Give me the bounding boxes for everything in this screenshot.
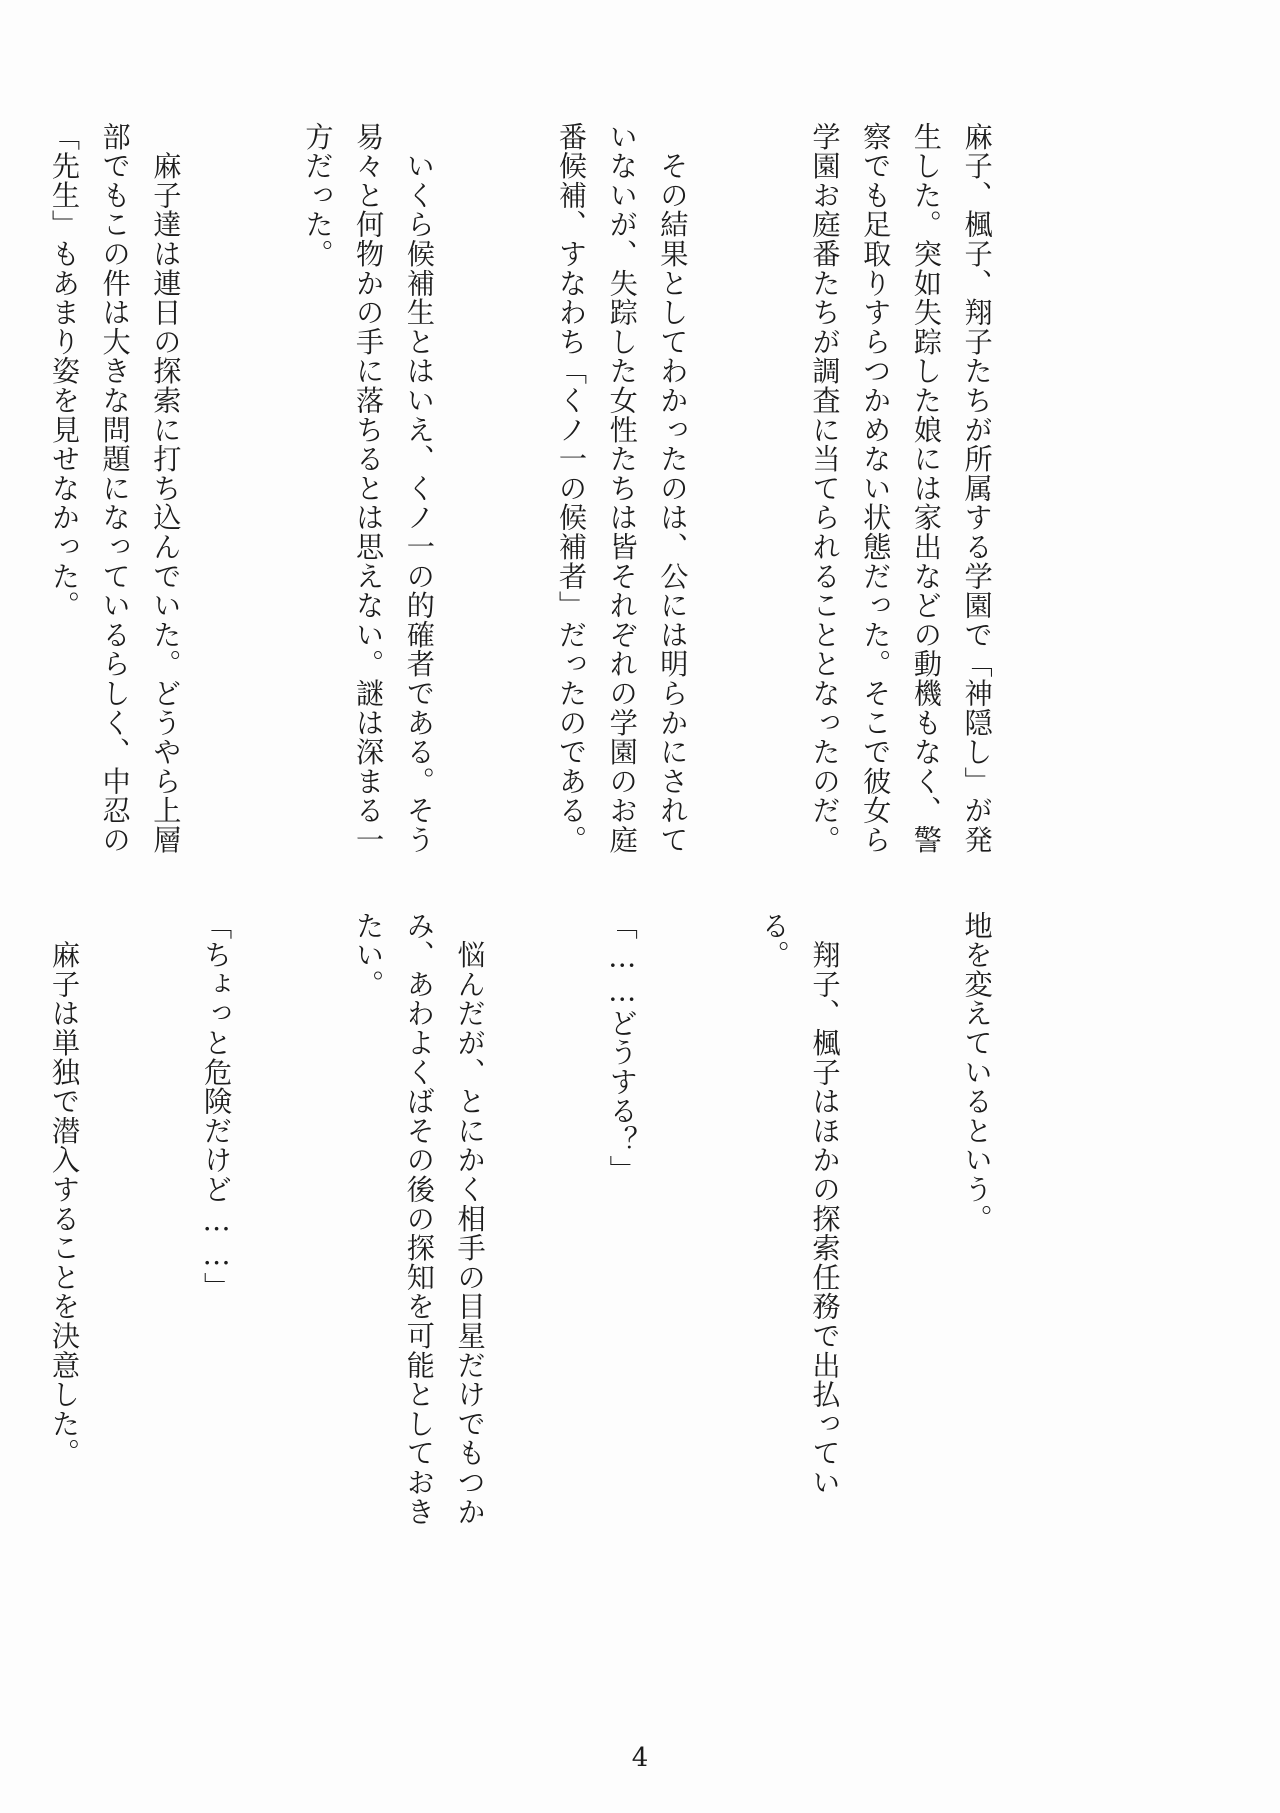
paragraph: 悩んだが、とにかく相手の目星だけでもつかみ、あわよくばその後の探知を可能としておきたい。	[352, 911, 487, 1527]
paragraph: 麻子達は連日の探索に打ち込んでいた。どうやら上層部でもこの件は大きな問題になっているらしく、中忍の「先生」もあまり姿を見せなかった。	[47, 122, 183, 855]
dialogue-line: 「ちょっと危険だけど……」	[200, 911, 234, 1302]
paragraph: 麻子、楓子、翔子たちが所属する学園で「神隠し」が発生した。突如失踪した娘には家出などの動機もなく、警察でも足取りすらつかめない状態だった。そこで彼女ら学園お庭番たちが調査に当てられることとなったのだ。	[808, 122, 994, 855]
page-number: 4	[631, 1743, 649, 1773]
paragraph: いくら候補生とはいえ、くノ一の的確者である。そう易々と何物かの手に落ちるとは思えない。謎は深まる一方だった。	[301, 122, 436, 855]
dialogue-line: 「……どうする？」	[605, 911, 639, 1185]
paragraph: その結果としてわかったのは、公には明らかにされていないが、失踪した女性たちは皆それぞれの学園のお庭番候補、すなわち「くノ一の候補者」だったのである。	[554, 122, 690, 855]
paragraph: 翔子、楓子はほかの探索任務で出払っている。	[757, 911, 842, 1497]
lower-text-block	[47, 911, 1103, 1536]
paragraph: 麻子は単独で潜入することを決意した。	[47, 911, 81, 1468]
upper-text-block	[47, 122, 1103, 857]
paragraph: 地を変えているという。	[960, 911, 994, 1234]
